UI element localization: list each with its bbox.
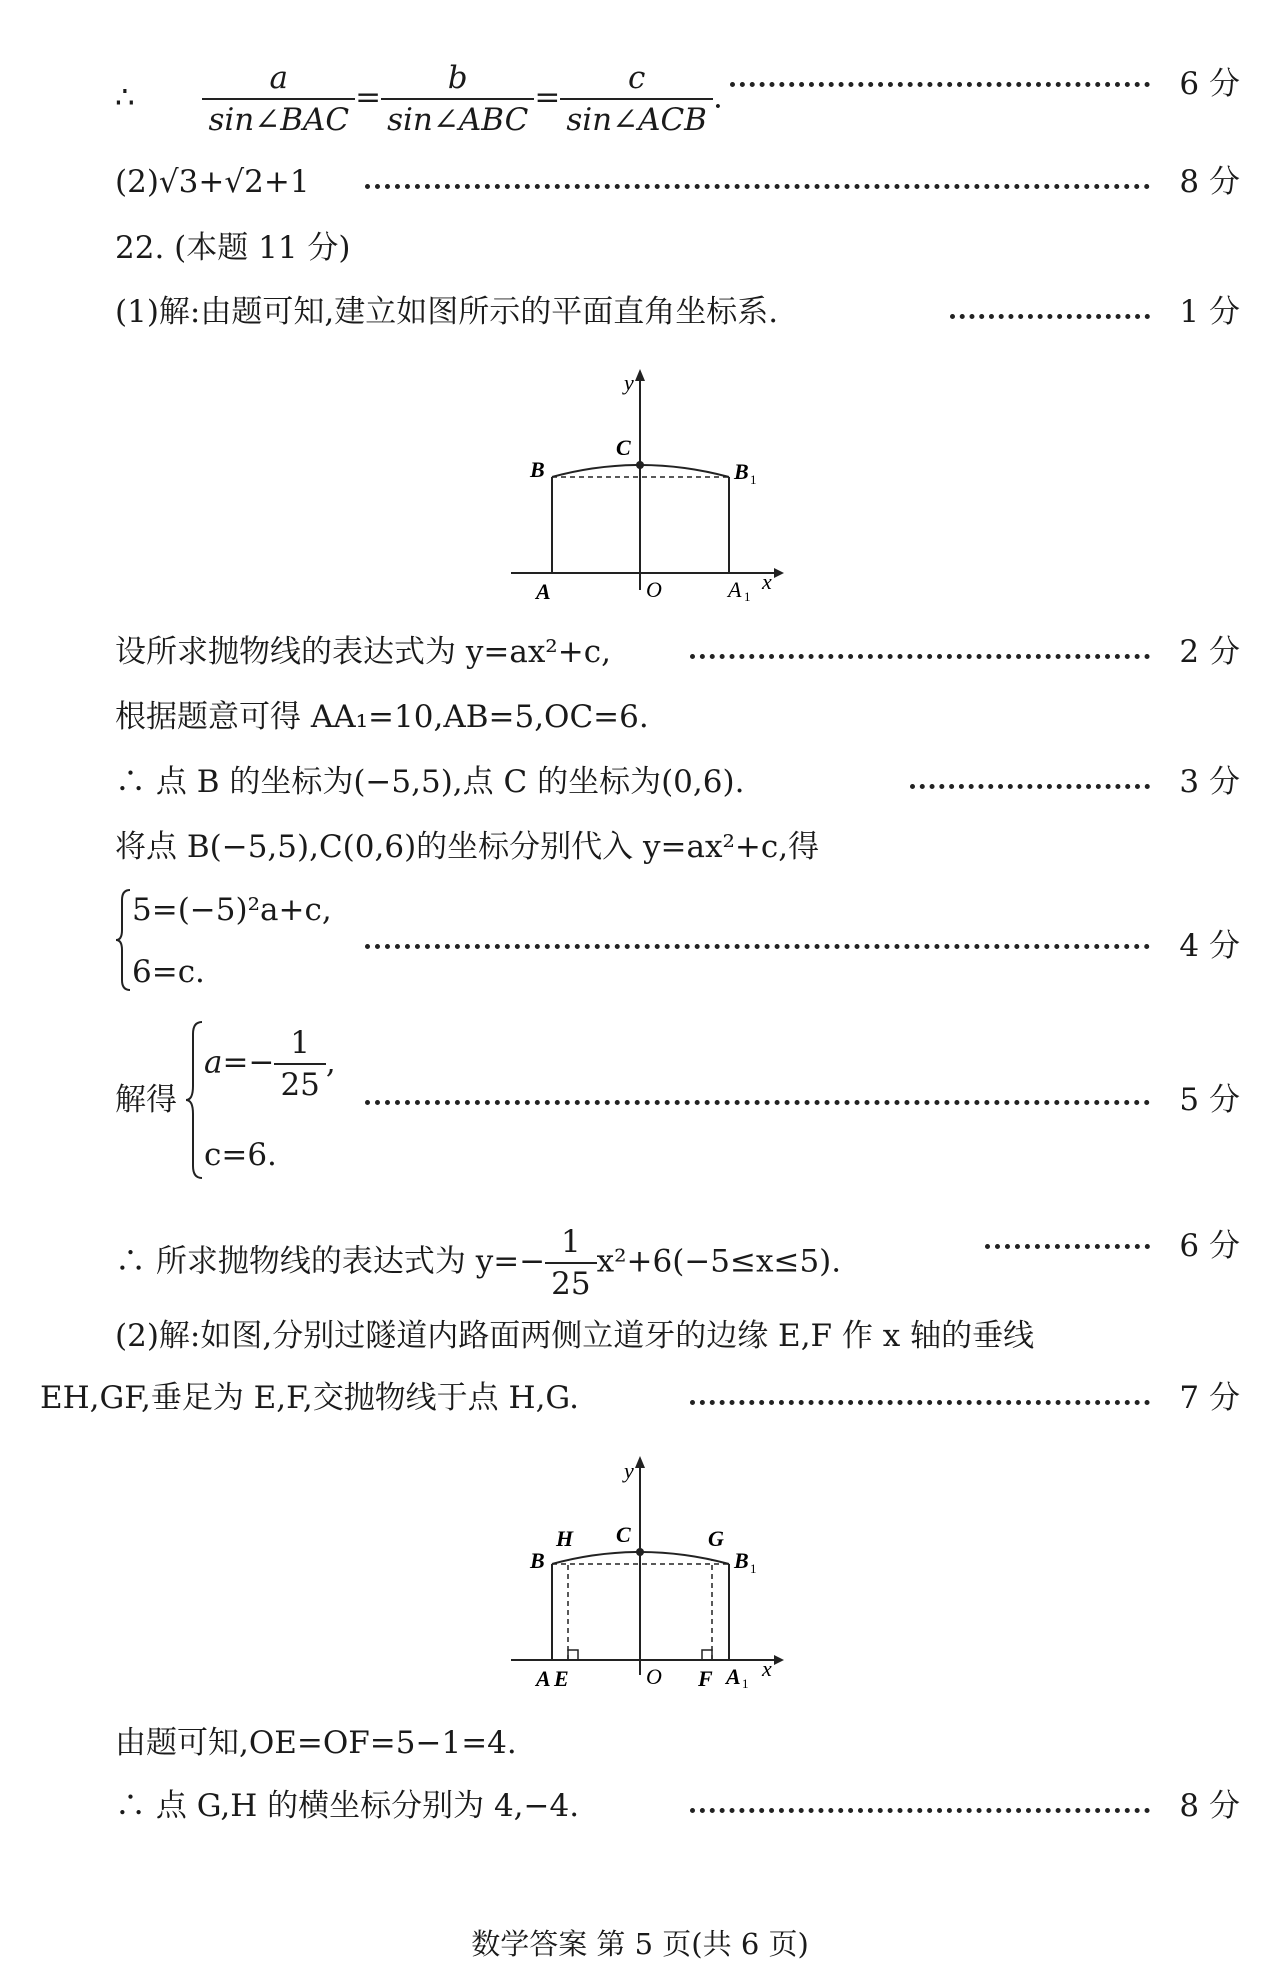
score-label: 6 分	[1179, 1228, 1240, 1264]
point-h-label: H	[556, 1526, 574, 1551]
point-b-label: B	[530, 457, 545, 482]
leader-dots	[690, 1808, 1150, 1813]
left-brace	[184, 1020, 206, 1180]
parabola-expression: ∴ 所求抛物线的表达式为 y=− $\frac{1}{25}$ x²+6(−5≤x≤5).	[115, 1224, 842, 1302]
solution-step: 将点 B(−5,5),C(0,6)的坐标分别代入 y=ax²+c,得	[115, 829, 820, 865]
solution-c: c=6.	[204, 1137, 277, 1173]
point-f-label: F	[698, 1666, 713, 1690]
point-b1-label: B	[734, 1548, 749, 1573]
point-a-label: A	[536, 579, 551, 604]
point-a1-subscript: 1	[742, 1676, 749, 1690]
point-c-label: C	[616, 435, 631, 460]
leader-dots	[950, 314, 1150, 319]
point-b1-label: B	[734, 459, 749, 484]
solution-step: (2)解:如图,分别过隧道内路面两侧立道牙的边缘 E,F 作 x 轴的垂线	[115, 1318, 1035, 1354]
point-e-label: E	[554, 1666, 569, 1690]
point-b1-subscript: 1	[750, 1561, 757, 1576]
leader-dots	[910, 784, 1150, 789]
page-footer: 数学答案 第 5 页(共 6 页)	[471, 1927, 809, 1961]
fraction-b: $\frac{b}{\text{sin∠ABC}}$	[381, 58, 534, 140]
point-g-label: G	[708, 1526, 724, 1551]
fraction-c: $\frac{c}{\text{sin∠ACB}}$	[560, 58, 713, 140]
solution-step: ∴ 点 G,H 的横坐标分别为 4,−4.	[115, 1788, 580, 1824]
therefore-symbol: ∴	[115, 79, 135, 116]
solve-prefix: 解得	[115, 1082, 177, 1118]
score-label: 1 分	[1179, 294, 1240, 330]
left-brace	[114, 888, 134, 992]
score-label: 6 分	[1179, 66, 1240, 102]
leader-dots	[365, 944, 1150, 949]
point-b1-subscript: 1	[750, 472, 757, 487]
fraction-a: $\frac{a}{\text{sin∠BAC}}$	[202, 58, 355, 140]
origin-label: O	[646, 1664, 662, 1689]
solution-a: a=− $\frac{1}{25}$ ,	[204, 1025, 336, 1103]
leader-dots	[730, 82, 1150, 87]
solution-step: 根据题意可得 AA₁=10,AB=5,OC=6.	[115, 699, 649, 735]
solution-step: 设所求抛物线的表达式为 y=ax²+c,	[115, 634, 611, 670]
x-axis-label: x	[762, 569, 772, 594]
point-a1-subscript: 1	[744, 589, 751, 604]
leader-dots	[365, 184, 1150, 189]
leader-dots	[985, 1244, 1150, 1249]
x-axis-label: x	[762, 1656, 772, 1681]
leader-dots	[690, 654, 1150, 659]
point-a1-label: A	[728, 577, 742, 602]
origin-label: O	[646, 577, 662, 602]
equation-2: 6=c.	[132, 954, 205, 990]
equation-1: 5=(−5)²a+c,	[132, 892, 332, 928]
leader-dots	[690, 1400, 1150, 1405]
score-label: 5 分	[1179, 1082, 1240, 1118]
score-label: 3 分	[1179, 764, 1240, 800]
point-b-label: B	[530, 1548, 545, 1573]
question-heading: 22. (本题 11 分)	[115, 230, 351, 266]
solution-step: 由题可知,OE=OF=5−1=4.	[115, 1725, 517, 1761]
point-a1-label: A	[726, 1664, 741, 1689]
point-a-label: A	[536, 1666, 551, 1690]
score-label: 7 分	[1179, 1380, 1240, 1416]
coordinate-figure-1	[500, 365, 800, 605]
coordinate-figure-2	[500, 1450, 800, 1690]
score-label: 4 分	[1179, 928, 1240, 964]
point-c-label: C	[616, 1522, 631, 1547]
solution-step: (1)解:由题可知,建立如图所示的平面直角坐标系.	[115, 294, 779, 330]
score-label: 2 分	[1179, 634, 1240, 670]
answer-part2: (2)√3+√2+1	[115, 164, 310, 200]
leader-dots	[365, 1100, 1150, 1105]
score-label: 8 分	[1179, 164, 1240, 200]
solution-step: ∴ 点 B 的坐标为(−5,5),点 C 的坐标为(0,6).	[115, 764, 745, 800]
score-label: 8 分	[1179, 1788, 1240, 1824]
y-axis-label: y	[624, 370, 634, 395]
line-law-of-sines: ∴ $\frac{a}{\text{sin∠BAC}}$ = $\frac{b}{\text{sin∠ABC}}$ = $\frac{c}{\text{sin∠ACB}}$ .	[115, 60, 723, 138]
y-axis-label: y	[624, 1458, 634, 1483]
solution-step: EH,GF,垂足为 E,F,交抛物线于点 H,G.	[40, 1380, 579, 1416]
